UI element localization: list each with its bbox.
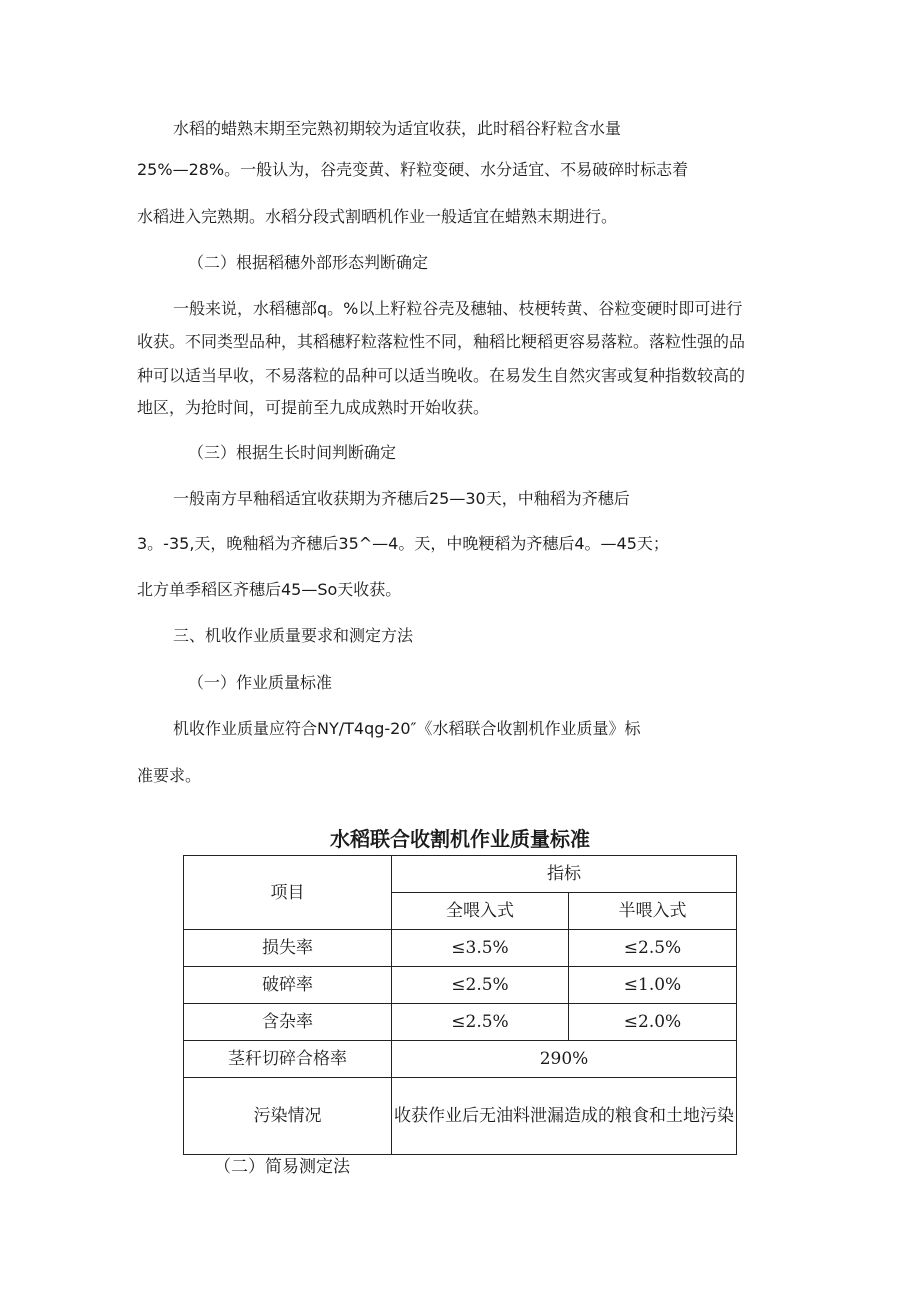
quality-standard-table <box>183 855 737 1155</box>
paragraph-2-line-4: 地区，为抢时间，可提前至九成成熟时开始收获。 <box>137 398 490 417</box>
table-header-row <box>184 856 737 893</box>
straw-item-cell: 茎秆切碎合格率 <box>184 1041 392 1078</box>
row-item-cell: 损失率 <box>184 930 392 967</box>
paragraph-2-line-1: 一般来说，水稻穗部q。%以上籽粒谷壳及穗轴、枝梗转黄、谷粒变硬时即可进行 <box>173 299 743 318</box>
after-table-heading: （二）简易测定法 <box>214 1157 350 1177</box>
section-3-heading: 三、机收作业质量要求和测定方法 <box>173 626 414 645</box>
pollution-item-cell: 污染情况 <box>184 1078 392 1155</box>
row-item-cell: 破碎率 <box>184 967 392 1004</box>
row-full-cell: ≤2.5% <box>392 967 569 1004</box>
header-full-feed-cell: 全喂入式 <box>392 893 569 930</box>
row-item-cell: 含杂率 <box>184 1004 392 1041</box>
table-row <box>184 930 737 967</box>
table-row <box>184 1004 737 1041</box>
heading-3: （三）根据生长时间判断确定 <box>188 443 397 462</box>
heading-2: （二）根据稻穗外部形态判断确定 <box>188 253 429 272</box>
paragraph-3-line-2: 3。-35,天，晚釉稻为齐穗后35^—4。天，中晚粳稻为齐穗后4。—45天； <box>137 534 669 553</box>
section-3-1-heading: （一）作业质量标准 <box>188 673 333 692</box>
paragraph-1-line-1: 水稻的蜡熟末期至完熟初期较为适宜收获，此时稻谷籽粒含水量 <box>173 119 622 138</box>
pollution-value-text: 收获作业后无油料泄漏造成的粮食和土地污染 <box>394 1106 734 1126</box>
table-row-straw <box>184 1041 737 1078</box>
paragraph-1-line-3: 水稻进入完熟期。水稻分段式割晒机作业一般适宜在蜡熟末期进行。 <box>137 207 618 226</box>
straw-value-cell: 290% <box>392 1041 737 1078</box>
table-row <box>184 967 737 1004</box>
header-half-feed-cell: 半喂入式 <box>569 893 737 930</box>
header-item-cell: 项目 <box>184 856 392 930</box>
row-full-cell: ≤3.5% <box>392 930 569 967</box>
paragraph-2-line-3: 种可以适当早收，不易落粒的品种可以适当晚收。在易发生自然灾害或复种指数较高的 <box>137 366 746 385</box>
table-title: 水稻联合收割机作业质量标准 <box>330 827 590 851</box>
row-half-cell: ≤2.0% <box>569 1004 737 1041</box>
paragraph-2-line-2: 收获。不同类型品种，其稻穗籽粒落粒性不同，釉稻比粳稻更容易落粒。落粒性强的品 <box>137 332 746 351</box>
table-row-pollution <box>184 1078 737 1155</box>
paragraph-4-line-2: 准要求。 <box>137 766 202 785</box>
paragraph-3-line-1: 一般南方早釉稻适宜收获期为齐穗后25—30天，中釉稻为齐穗后 <box>173 489 630 508</box>
paragraph-3-line-3: 北方单季稻区齐穗后45—So天收获。 <box>137 580 402 599</box>
row-half-cell: ≤2.5% <box>569 930 737 967</box>
row-full-cell: ≤2.5% <box>392 1004 569 1041</box>
paragraph-1-line-2: 25%—28%。一般认为，谷壳变黄、籽粒变硬、水分适宜、不易破碎时标志着 <box>137 160 689 179</box>
row-half-cell: ≤1.0% <box>569 967 737 1004</box>
pollution-value-cell <box>392 1078 737 1155</box>
paragraph-4-line-1: 机收作业质量应符合NY/T4qg-20″《水稻联合收割机作业质量》标 <box>173 719 641 738</box>
header-index-cell: 指标 <box>392 856 737 893</box>
